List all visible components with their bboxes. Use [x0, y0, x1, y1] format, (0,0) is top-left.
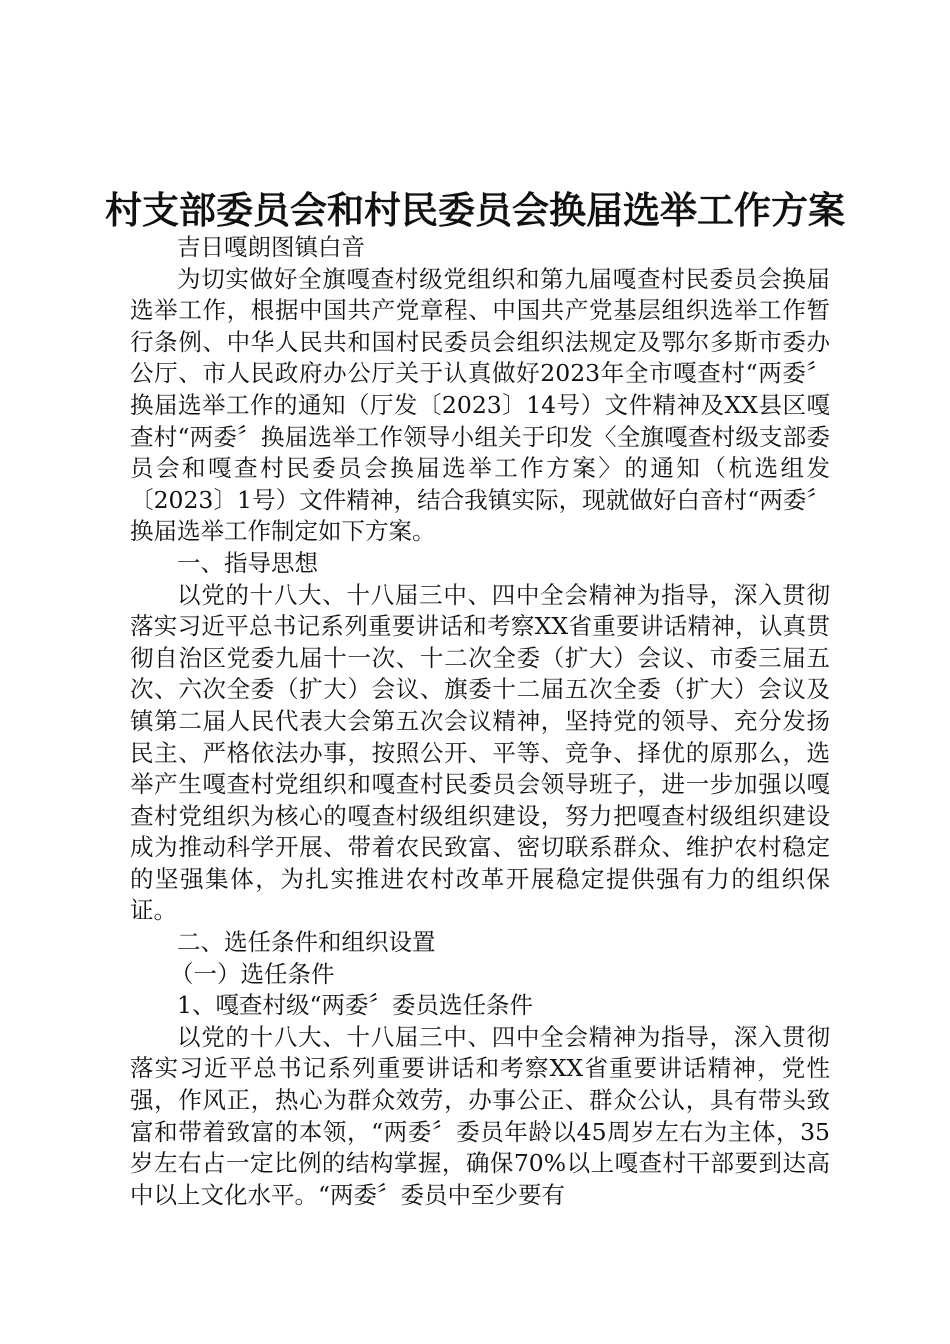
document-title: 村支部委员会和村民委员会换届选举工作方案 — [105, 188, 845, 232]
section-heading-conditions: 二、选任条件和组织设置 — [177, 928, 436, 957]
subsection-heading-conditions: （一）选任条件 — [170, 959, 335, 988]
author-line: 吉日嘎朗图镇白音 — [177, 233, 365, 261]
committee-conditions-paragraph: 以党的十八大、十八届三中、四中全会精神为指导，深入贯彻落实习近平总书记系列重要讲话和考察XX省重要讲话精神，党性强，作风正，热心为群众效劳，办事公正、群众公认，具有带头致富和带着致富的本领，“两委〞委员年龄以45周岁左右为主体，35岁左右占一定比例的结构掌握，确保70%以上嘎查村干部要到达高中以上文化水平。“两委〞委员中至少要有 — [130, 1022, 830, 1209]
document-body — [130, 232, 830, 1211]
section-heading-guiding-ideology: 一、指导思想 — [177, 548, 318, 577]
item-heading-committee-conditions: 1、嘎查村级“两委〞委员选任条件 — [177, 991, 533, 1020]
guiding-ideology-paragraph: 以党的十八大、十八届三中、四中全会精神为指导，深入贯彻落实习近平总书记系列重要讲话和考察XX省重要讲话精神，认真贯彻自治区党委九届十一次、十二次全委（扩大）会议、市委三届五次、六次全委（扩大）会议、旗委十二届五次全委（扩大）会议及镇第二届人民代表大会第五次会议精神，坚持党的领导、充分发扬民主、严格依法办事，按照公开、平等、竞争、择优的原那么，选举产生嘎查村党组织和嘎查村民委员会领导班子，进一步加强以嘎查村党组织为核心的嘎查村级组织建设，努力把嘎查村级组织建设成为推动科学开展、带着农民致富、密切联系群众、维护农村稳定的坚强集体，为扎实推进农村改革开展稳定提供强有力的组织保证。 — [130, 580, 830, 925]
intro-paragraph: 为切实做好全旗嘎查村级党组织和第九届嘎查村民委员会换届选举工作，根据中国共产党章程、中国共产党基层组织选举工作暂行条例、中华人民共和国村民委员会组织法规定及鄂尔多斯市委办公厅、市人民政府办公厅关于认真做好2023年全市嘎查村“两委〞换届选举工作的通知（厅发〔2023〕14号）文件精神及XX县区嘎查村“两委〞换届选举工作领导小组关于印发〈全旗嘎查村级支部委员会和嘎查村民委员会换届选举工作方案〉的通知（杭选组发〔2023〕1号）文件精神，结合我镇实际，现就做好白音村“两委〞换届选举工作制定如下方案。 — [130, 264, 830, 546]
